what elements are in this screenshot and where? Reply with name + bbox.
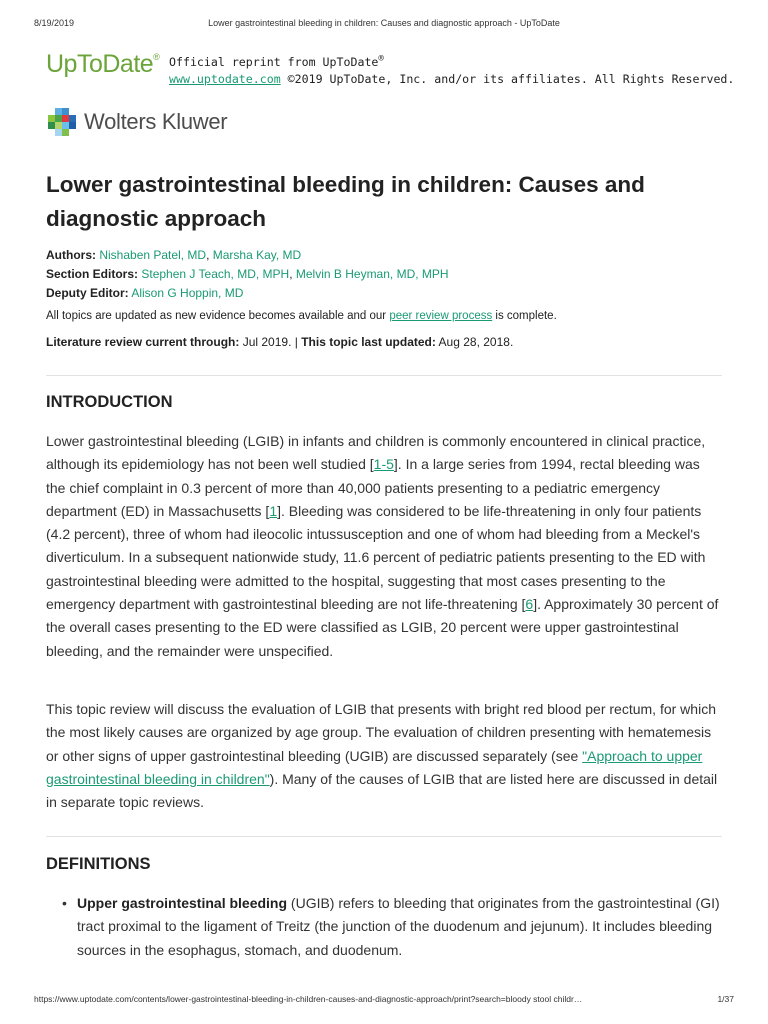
print-document-title: Lower gastrointestinal bleeding in children: Causes and diagnostic approach - UpToDate — [208, 18, 560, 28]
reference-link[interactable]: 1-5 — [373, 456, 394, 473]
wolters-kluwer-text: Wolters Kluwer — [84, 109, 228, 134]
definition-term: Upper gastrointestinal bleeding — [77, 895, 288, 911]
peer-review-link[interactable]: peer review process — [389, 310, 493, 322]
deputy-editor-row — [46, 284, 449, 303]
review-dates — [46, 335, 513, 349]
introduction-paragraph-1: Lower gastrointestinal bleeding (LGIB) in infants and children is commonly encountered in clinical practice, although its epidemiology has not been well studied [1-5]. In a large series from 1994, rectal bleeding was the chief complaint in 0.3 percent of more than 40,000 patients presenting to a pediatric emergency department (ED) in Massachusetts [1]. Bleeding was considered to be life-threatening in only four patients (4.2 percent), three of whom had ileocolic intussusception and one of whom had bleeding from a Meckel's diverticulum. In a subsequent nationwide study, 11.6 percent of pediatric patients presenting to the ED with gastrointestinal bleeding were admitted to the hospital, suggesting that most cases presenting to the emergency department with gastrointestinal bleeding are not life-threatening [6]. Approximately 30 percent of the overall cases presenting to the ED were classified as LGIB, 20 percent were upper gastrointestinal bleeding, and the remainder were unspecified. — [46, 433, 719, 659]
update-policy-note: All topics are updated as new evidence becomes available and our peer review process is complete. — [46, 310, 557, 322]
reprint-notice — [169, 51, 734, 88]
lit-review-value: Jul 2019. | — [239, 335, 302, 349]
article-meta — [46, 246, 449, 303]
print-url: https://www.uptodate.com/contents/lower-gastrointestinal-bleeding-in-children-causes-and-diagnostic-approach/print?search=bloody stool childr… — [34, 994, 583, 1004]
authors-row: Authors: Nishaben Patel, MD, Marsha Kay, MD — [46, 248, 302, 262]
section-editors-row: Section Editors: Stephen J Teach, MD, MPH, Melvin B Heyman, MD, MPH — [46, 267, 449, 281]
copyright-text: ©2019 UpToDate, Inc. and/or its affiliates. All Rights Reserved. — [280, 71, 735, 86]
section-editor-link[interactable]: Stephen J Teach, MD, MPH — [141, 267, 290, 281]
bullet-icon: • — [62, 895, 67, 911]
uptodate-logo-text: UpToDate® — [46, 50, 160, 78]
article-title: Lower gastrointestinal bleeding in children: Causes and diagnostic approach — [46, 172, 645, 231]
related-topic-link[interactable]: "Approach to upper gastrointestinal bleeding in children" — [46, 747, 703, 787]
reference-link[interactable]: 1 — [269, 502, 278, 519]
wolters-kluwer-logo — [46, 106, 227, 138]
reprint-line: Official reprint from UpToDate® — [169, 54, 384, 69]
page-number: 1/37 — [717, 994, 734, 1004]
deputy-editor-link[interactable]: Alison G Hoppin, MD — [131, 286, 244, 300]
introduction-heading: INTRODUCTION — [46, 393, 173, 411]
section-editor-link[interactable]: Melvin B Heyman, MD, MPH — [295, 267, 449, 281]
definition-list-item — [62, 892, 722, 962]
introduction-paragraph-2: This topic review will discuss the evaluation of LGIB that presents with bright red blood per rectum, for which the most likely causes are organized by age group. The evaluation of children presenting with hematemesis or other signs of upper gastrointestinal bleeding (UGIB) are discussed separately (see "Approach to upper gastrointestinal bleeding in children"). Many of the causes of LGIB that are listed here are discussed in detail in separate topic reviews. — [46, 701, 718, 811]
uptodate-site-link[interactable]: www.uptodate.com — [169, 71, 281, 86]
last-updated-label: This topic last updated: — [301, 335, 436, 349]
lit-review-label: Literature review current through: — [46, 335, 240, 349]
definition-text: (UGIB) refers to bleeding that originates from the gastrointestinal (GI) tract proximal to the ligament of Treitz (the junction of the duodenum and jejunum). It includes bleeding sources in the esophagus, stomach, and duodenum. — [77, 895, 720, 958]
author-link[interactable]: Nishaben Patel, MD — [99, 248, 207, 262]
uptodate-logo — [46, 50, 159, 79]
print-date: 8/19/2019 — [34, 18, 75, 28]
deputy-editor-label: Deputy Editor: — [46, 286, 129, 300]
authors-label: Authors: — [46, 248, 96, 262]
copyright-line — [169, 71, 734, 88]
section-divider — [46, 375, 722, 376]
definitions-heading: DEFINITIONS — [46, 855, 151, 873]
author-link[interactable]: Marsha Kay, MD — [212, 248, 302, 262]
last-updated-value: Aug 28, 2018. — [435, 335, 514, 349]
section-divider — [46, 836, 722, 837]
print-header — [34, 18, 734, 30]
section-editors-label: Section Editors: — [46, 267, 139, 281]
wolters-kluwer-icon — [46, 106, 78, 138]
reference-link[interactable]: 6 — [525, 596, 534, 613]
